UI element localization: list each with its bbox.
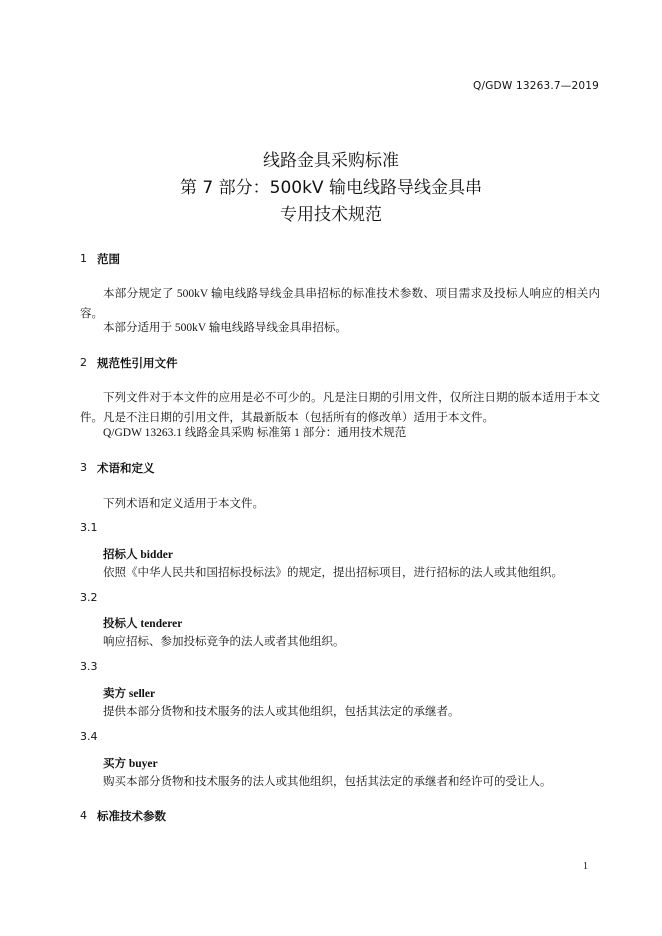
term-3-3-number: 3.3	[80, 660, 98, 673]
section-2-paragraph-1: 下列文件对于本文件的应用是必不可少的。凡是注日期的引用文件，仅所注日期的版本适用于本文件。凡是不注日期的引用文件，其最新版本（包括所有的修改单）适用于本文件。	[80, 392, 600, 424]
document-code: Q/GDW 13263.7—2019	[473, 80, 599, 92]
section-1-paragraph-1: 本部分规定了 500kV 输电线路导线金具串招标的标准技术参数、项目需求及投标人响应的相关内容。	[80, 288, 600, 320]
section-1-paragraph-2: 本部分适用于 500kV 输电线路导线金具串招标。	[103, 322, 347, 334]
title-line-3: 专用技术规范	[280, 205, 382, 225]
section-2-title: 规范性引用文件	[97, 356, 178, 370]
term-3-1-number: 3.1	[80, 521, 98, 534]
section-4-number: 4	[80, 809, 87, 822]
term-3-2-title: 投标人 tenderer	[103, 618, 183, 630]
normative-reference: Q/GDW 13263.1 线路金具采购 标准第 1 部分：通用技术规范	[103, 427, 407, 439]
section-3-number: 3	[80, 461, 87, 474]
term-3-4-title: 买方 buyer	[103, 758, 158, 770]
section-2-number: 2	[80, 356, 87, 369]
term-3-2-number: 3.2	[80, 591, 98, 604]
section-1-title: 范围	[97, 252, 120, 266]
title-line-2: 第 7 部分：500kV 输电线路导线金具串	[180, 178, 482, 198]
term-3-3-definition: 提供本部分货物和技术服务的法人或其他组织，包括其法定的承继者。	[103, 706, 460, 718]
term-3-2-definition: 响应招标、参加投标竞争的法人或者其他组织。	[103, 636, 345, 648]
term-3-1-title: 招标人 bidder	[103, 549, 173, 561]
term-3-1-definition: 依照《中华人民共和国招标投标法》的规定，提出招标项目，进行招标的法人或其他组织。	[103, 567, 563, 579]
section-1-number: 1	[80, 252, 87, 265]
title-line-1: 线路金具采购标准	[263, 151, 399, 171]
term-3-3-title: 卖方 seller	[103, 688, 156, 700]
term-3-4-definition: 购买本部分货物和技术服务的法人或其他组织，包括其法定的承继者和经许可的受让人。	[103, 776, 552, 788]
page-number: 1	[583, 861, 588, 872]
section-3-intro: 下列术语和定义适用于本文件。	[103, 498, 264, 510]
section-4-title: 标准技术参数	[97, 809, 166, 823]
section-3-title: 术语和定义	[97, 461, 155, 475]
term-3-4-number: 3.4	[80, 730, 98, 743]
